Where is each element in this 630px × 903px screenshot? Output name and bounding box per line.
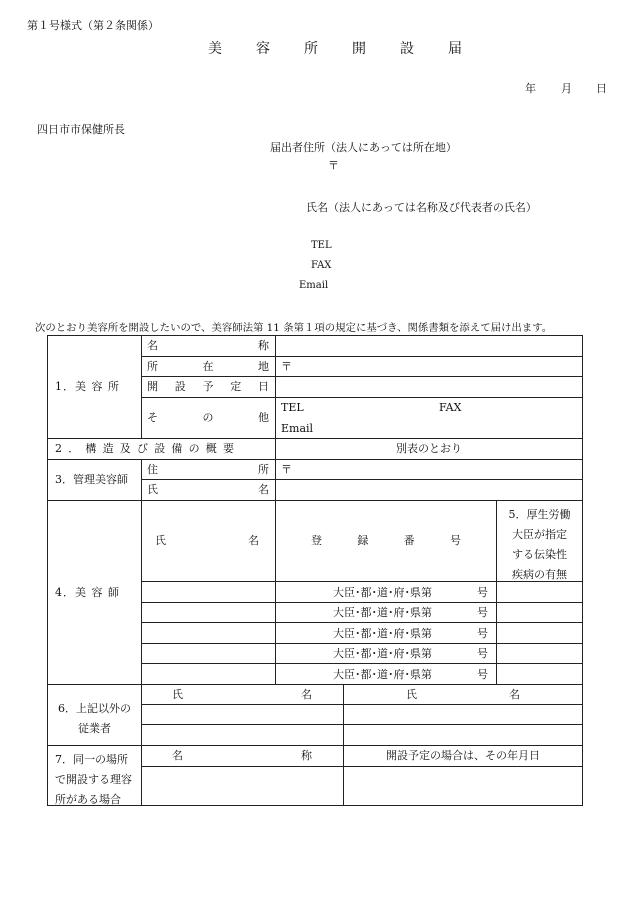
reg-prefix-1: 大臣･都･道･府･県第 xyxy=(333,586,432,599)
reg-suffix-2: 号 xyxy=(477,606,488,619)
reg-prefix-3: 大臣･都･道･府･県第 xyxy=(333,627,432,640)
reg-suffix-5: 号 xyxy=(477,668,488,681)
section7-label: 7．同一の場所 で開設する理容 所がある場合 xyxy=(55,753,132,806)
reg-suffix-1: 号 xyxy=(477,586,488,599)
applicant-fax-label: FAX xyxy=(311,260,332,271)
section1-email-label: Email xyxy=(281,422,314,435)
section6-name-header-left: 氏 名 xyxy=(172,688,312,701)
section3-name-label: 氏 名 xyxy=(147,483,269,496)
section1-tel-label: TEL xyxy=(281,401,304,414)
applicant-email-label: Email xyxy=(299,280,329,291)
section4-name-header: 氏 名 xyxy=(155,534,259,547)
section1-name-label: 名 称 xyxy=(147,339,269,352)
section2-label: 2．構造及び設備の概要 xyxy=(55,442,241,455)
form-title: 美 容 所 開 設 届 xyxy=(208,41,472,57)
section1-opening-date-label: 開 設 予 定 日 xyxy=(147,380,269,393)
section7-name-header: 名 称 xyxy=(172,749,312,762)
applicant-postal-mark: 〒 xyxy=(328,159,339,172)
section1-fax-label: FAX xyxy=(439,401,462,414)
section7-date-header: 開設予定の場合は、その年月日 xyxy=(386,749,540,762)
section4-label: 4．美 容 師 xyxy=(55,586,120,599)
section3-postal-mark: 〒 xyxy=(281,463,292,476)
section1-postal-mark: 〒 xyxy=(281,360,292,373)
reg-prefix-2: 大臣･都･道･府･県第 xyxy=(333,606,432,619)
addressee: 四日市市保健所長 xyxy=(37,123,125,136)
date-month-label: 月 xyxy=(561,82,572,95)
applicant-tel-label: TEL xyxy=(311,240,332,251)
section3-address-label: 住 所 xyxy=(147,463,269,476)
reg-prefix-5: 大臣･都･道･府･県第 xyxy=(333,668,432,681)
date-year-label: 年 xyxy=(525,82,536,95)
applicant-name-label: 氏名（法人にあっては名称及び代表者の氏名） xyxy=(306,201,537,214)
section4-reg-header: 登 録 番 号 xyxy=(311,534,461,547)
section1-other-label: そ の 他 xyxy=(147,411,269,424)
section6-name-header-right: 氏 名 xyxy=(406,688,520,701)
date-day-label: 日 xyxy=(596,82,607,95)
section5-header: 5．厚生労働 大臣が指定 する伝染性 疾病の有無 xyxy=(508,508,571,581)
section1-label: 1．美 容 所 xyxy=(55,380,120,393)
applicant-address-label: 届出者住所（法人にあっては所在地） xyxy=(270,141,457,154)
reg-prefix-4: 大臣･都･道･府･県第 xyxy=(333,647,432,660)
application-statement: 次のとおり美容所を開設したいので、美容師法第 11 条第１項の規定に基づき、関係書類を添えて届け出ます。 xyxy=(35,322,553,334)
reg-suffix-4: 号 xyxy=(477,647,488,660)
reg-suffix-3: 号 xyxy=(477,627,488,640)
form-number: 第１号様式（第２条関係） xyxy=(27,19,159,32)
section2-value: 別表のとおり xyxy=(396,442,462,455)
section1-location-label: 所 在 地 xyxy=(147,360,269,373)
section6-label: 6．上記以外の 従業者 xyxy=(58,702,131,735)
section3-label: 3．管理美容師 xyxy=(55,473,128,486)
